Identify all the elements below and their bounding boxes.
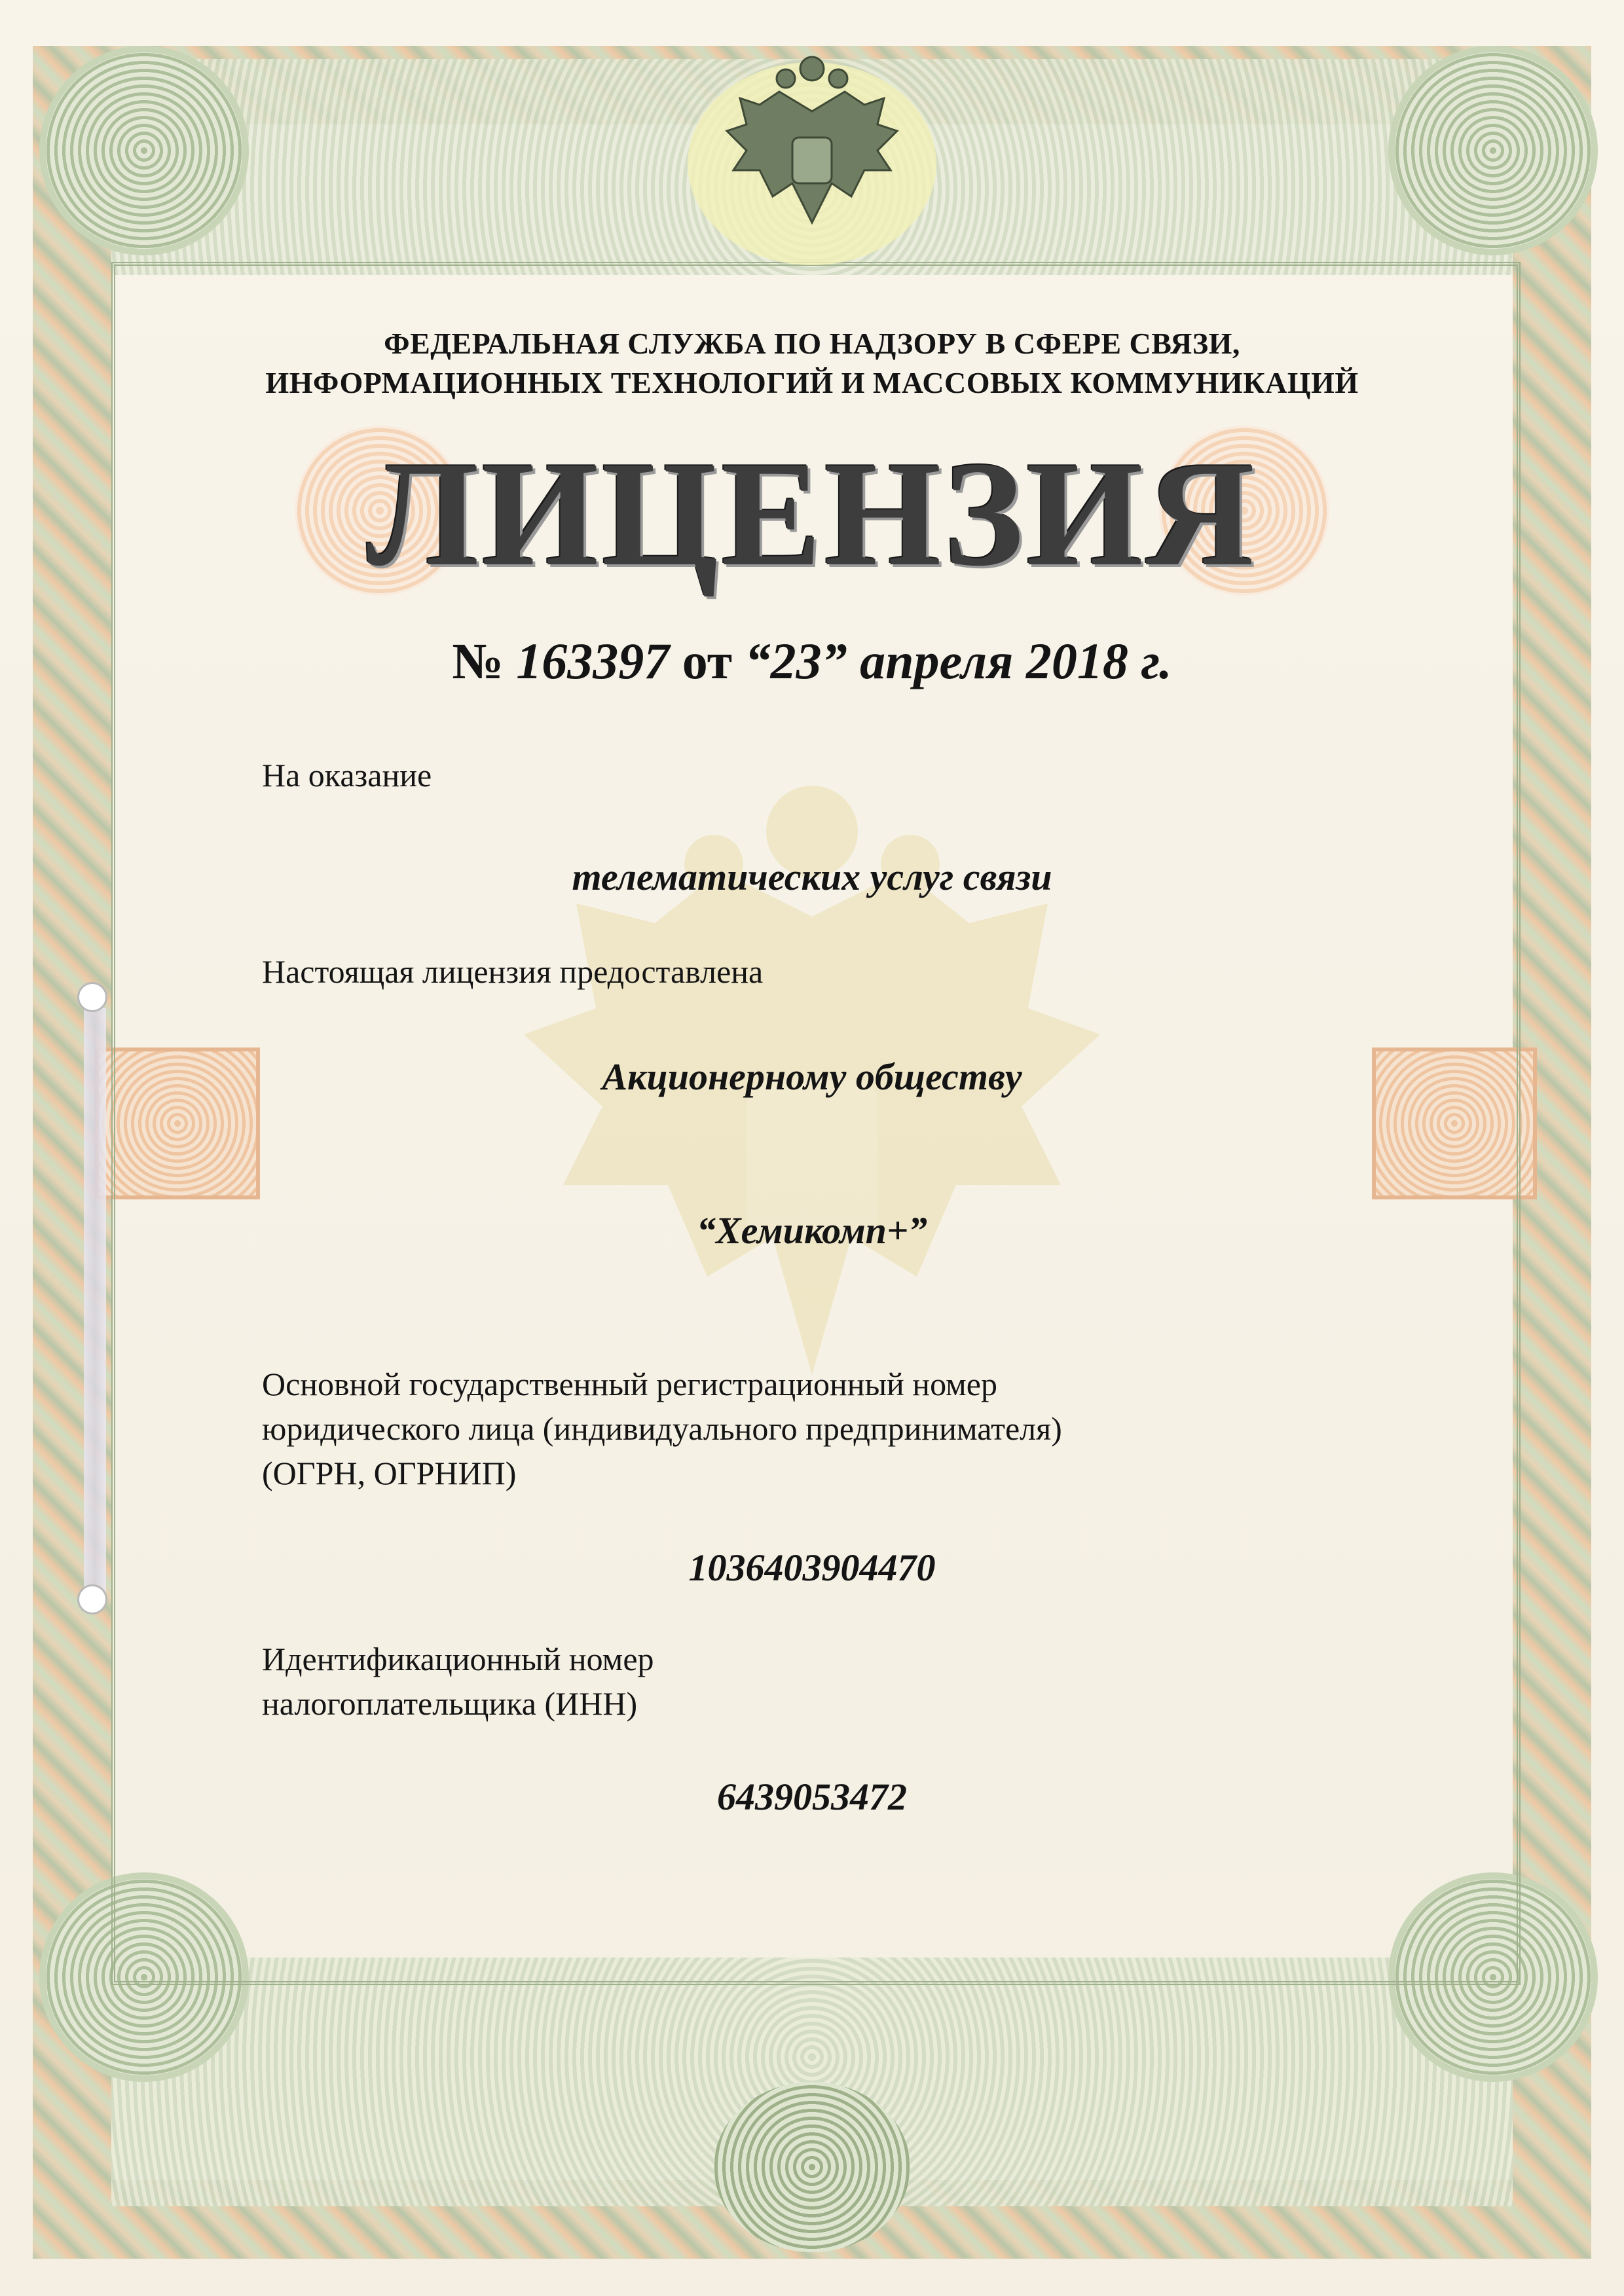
from-word: от (682, 632, 733, 689)
ogrn-label (262, 1362, 1375, 1495)
ogrn-value: 1036403904470 (688, 1546, 936, 1589)
service-value: телематических услуг связи (572, 856, 1052, 898)
inn-label-line-2: налогоплательщика (ИНН) (262, 1685, 638, 1722)
coat-of-arms-icon (681, 52, 943, 268)
ogrn-label-line-3: (ОГРН, ОГРНИП) (262, 1455, 517, 1491)
document-title: ЛИЦЕНЗИЯ (367, 430, 1257, 597)
punch-hole (77, 982, 107, 1012)
grantee-label: Настоящая лицензия предоставлена (262, 953, 764, 990)
number-sign: № (452, 632, 504, 689)
inn-value: 6439053472 (717, 1776, 907, 1818)
ogrn-label-line-2: юридического лица (индивидуального предпринимателя) (262, 1410, 1062, 1447)
license-number-line (196, 629, 1428, 694)
license-month: апреля (860, 632, 1014, 689)
license-year: 2018 г. (1025, 632, 1172, 689)
agency-line-1: ФЕДЕРАЛЬНАЯ СЛУЖБА ПО НАДЗОРУ В СФЕРЕ СВЯЗИ, (384, 327, 1240, 360)
grantee-value-line-1: Акционерному обществу (602, 1055, 1022, 1098)
license-number: 163397 (516, 632, 670, 689)
corner-rosette-top-left (39, 46, 249, 255)
issuing-agency (196, 324, 1428, 403)
license-day: “23” (745, 632, 847, 689)
service-label: На оказание (262, 757, 432, 793)
binding-tape (84, 1008, 106, 1597)
bottom-center-rosette (714, 2082, 910, 2252)
ogrn-label-line-1: Основной государственный регистрационный номер (262, 1366, 997, 1402)
punch-hole (77, 1584, 107, 1614)
agency-line-2: ИНФОРМАЦИОННЫХ ТЕХНОЛОГИЙ И МАССОВЫХ КОММУНИКАЦИЙ (265, 366, 1359, 399)
inn-label-line-1: Идентификационный номер (262, 1641, 654, 1677)
corner-rosette-top-right (1388, 46, 1598, 255)
grantee-value-line-2: “Хемикомп+” (697, 1209, 927, 1252)
inn-label (262, 1637, 1375, 1726)
